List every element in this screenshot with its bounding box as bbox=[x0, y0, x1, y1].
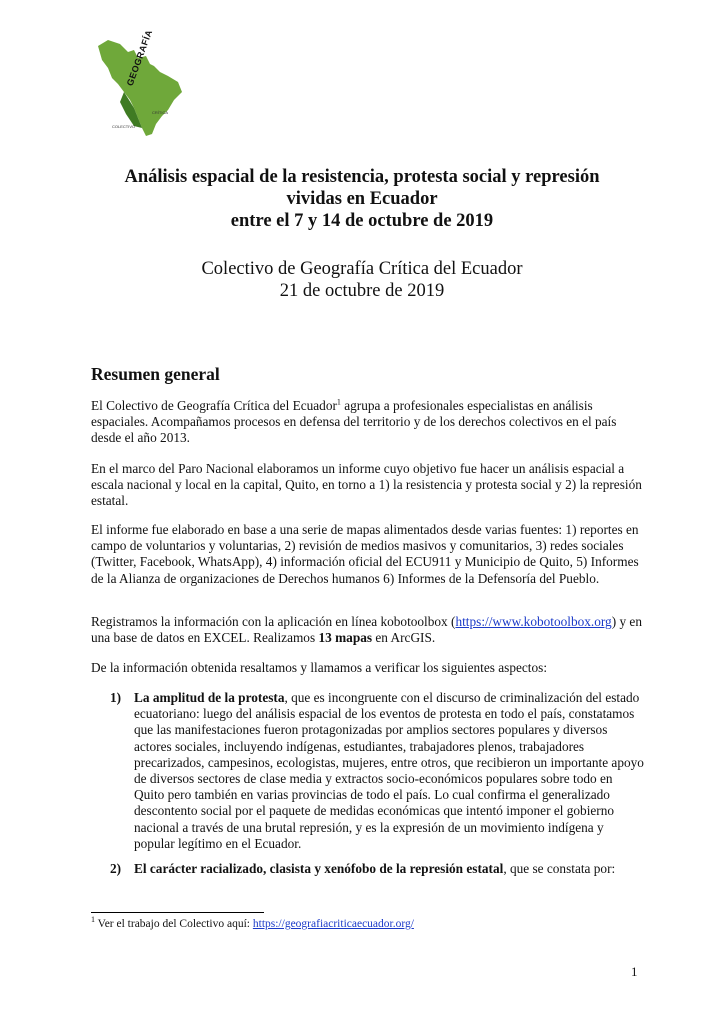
list-item-text: , que es incongruente con el discurso de criminalización del estado ecuatoriano: luego del análisis espacial de los eventos de protesta en todo el país, constatamos que las manifestaciones fueron protagonizadas por amplios sectores populares y diversos actores sociales, incluyendo indígenas, estudiantes, trabajadores plenos, trabajadores precarizados, campesinos, ecologistas, mujeres, entre otros, que recibieron un importante apoyo de diversos sectores de clase media y extractos socio-económicos populares sobre todo en Quito pero también en varias provincias de todo el país. Lo cual confirma el generalizado descontento social por el paquete de medidas económicas que intentó imponer el gobierno nacional a través de una brutal represión, y es la expresión de un movimiento indígena y popular legítimo en el Ecuador. bbox=[134, 690, 644, 851]
p4-bold: 13 mapas bbox=[318, 630, 373, 646]
page-number: 1 bbox=[631, 964, 638, 979]
p1-text-a: El Colectivo de Geografía Crítica del Ecuador bbox=[91, 398, 337, 413]
list-item-bold: La amplitud de la protesta bbox=[134, 690, 285, 705]
date-line: 21 de octubre de 2019 bbox=[279, 281, 445, 301]
footnote-divider bbox=[91, 912, 264, 913]
paragraph-2: En el marco del Paro Nacional elaboramos un informe cuyo objetivo fue hacer un análisis espacial a escala nacional y local en la capital, Quito, en torno a 1) la resistencia y protesta social y 2) la represión estatal. bbox=[91, 461, 642, 509]
kobotoolbox-link[interactable]: https://www.kobotoolbox.org bbox=[455, 614, 612, 629]
title-line-2: vividas en Ecuador bbox=[286, 189, 438, 209]
logo-text-top: COLECTIVO bbox=[112, 124, 136, 129]
p4-text-a: Registramos la información con la aplicación en línea kobotoolbox ( bbox=[91, 614, 456, 629]
paragraph-1 bbox=[91, 398, 646, 447]
footnote-ref[interactable]: 1 bbox=[336, 397, 341, 407]
author-line: Colectivo de Geografía Crítica del Ecuador bbox=[201, 259, 523, 279]
title-line-3: entre el 7 y 14 de octubre de 2019 bbox=[230, 211, 494, 231]
list-item-bold: El carácter racializado, clasista y xenófobo de la represión estatal bbox=[134, 861, 504, 876]
list-number: 1) bbox=[110, 690, 122, 705]
p4-text-b: ) y en una base de datos en EXCEL. Realizamos bbox=[91, 614, 642, 646]
list-item bbox=[110, 861, 646, 877]
footnote-link[interactable]: https://geografiacriticaecuador.org/ bbox=[252, 918, 414, 930]
section-heading: Resumen general bbox=[91, 364, 220, 384]
p4-text-c: en ArcGIS. bbox=[372, 630, 436, 646]
logo-text-main: GEOGRAFÍA bbox=[124, 28, 155, 88]
title-line-1: Análisis espacial de la resistencia, protesta social y represión bbox=[124, 167, 600, 187]
footnote-number: 1 bbox=[91, 915, 95, 925]
paragraph-3: El informe fue elaborado en base a una serie de mapas alimentados desde varias fuentes: 1) reportes en campo de voluntarios y voluntarias, 2) revisión de medios masivos y comunitarios, 3) redes sociales (Twitter, Facebook, WhatsApp), 4) información oficial del ECU911 y Municipio de Quito, 5) Informes de la Alianza de organizaciones de Derechos humanos 6) Informes de la Defensoría del Pueblo. bbox=[91, 522, 639, 586]
document-title bbox=[80, 166, 644, 232]
p1-text-b: agrupa a profesionales especialistas en análisis espaciales. Acompañamos procesos en defensa del territorio y de los derechos colectivos en el país desde el año 2013. bbox=[91, 398, 617, 446]
logo-text-sub: CRÍTICA bbox=[152, 110, 168, 115]
list-item bbox=[110, 690, 646, 852]
footnote-text: Ver el trabajo del Colectivo aquí: bbox=[95, 918, 253, 930]
footnote bbox=[91, 915, 414, 930]
paragraph-4 bbox=[91, 614, 646, 646]
collective-logo bbox=[94, 28, 186, 138]
paragraph-5: De la información obtenida resaltamos y llamamos a verificar los siguientes aspectos: bbox=[91, 660, 548, 675]
list-item-text: , que se constata por: bbox=[503, 861, 616, 876]
list-number: 2) bbox=[110, 861, 122, 876]
document-subtitle bbox=[80, 258, 644, 302]
